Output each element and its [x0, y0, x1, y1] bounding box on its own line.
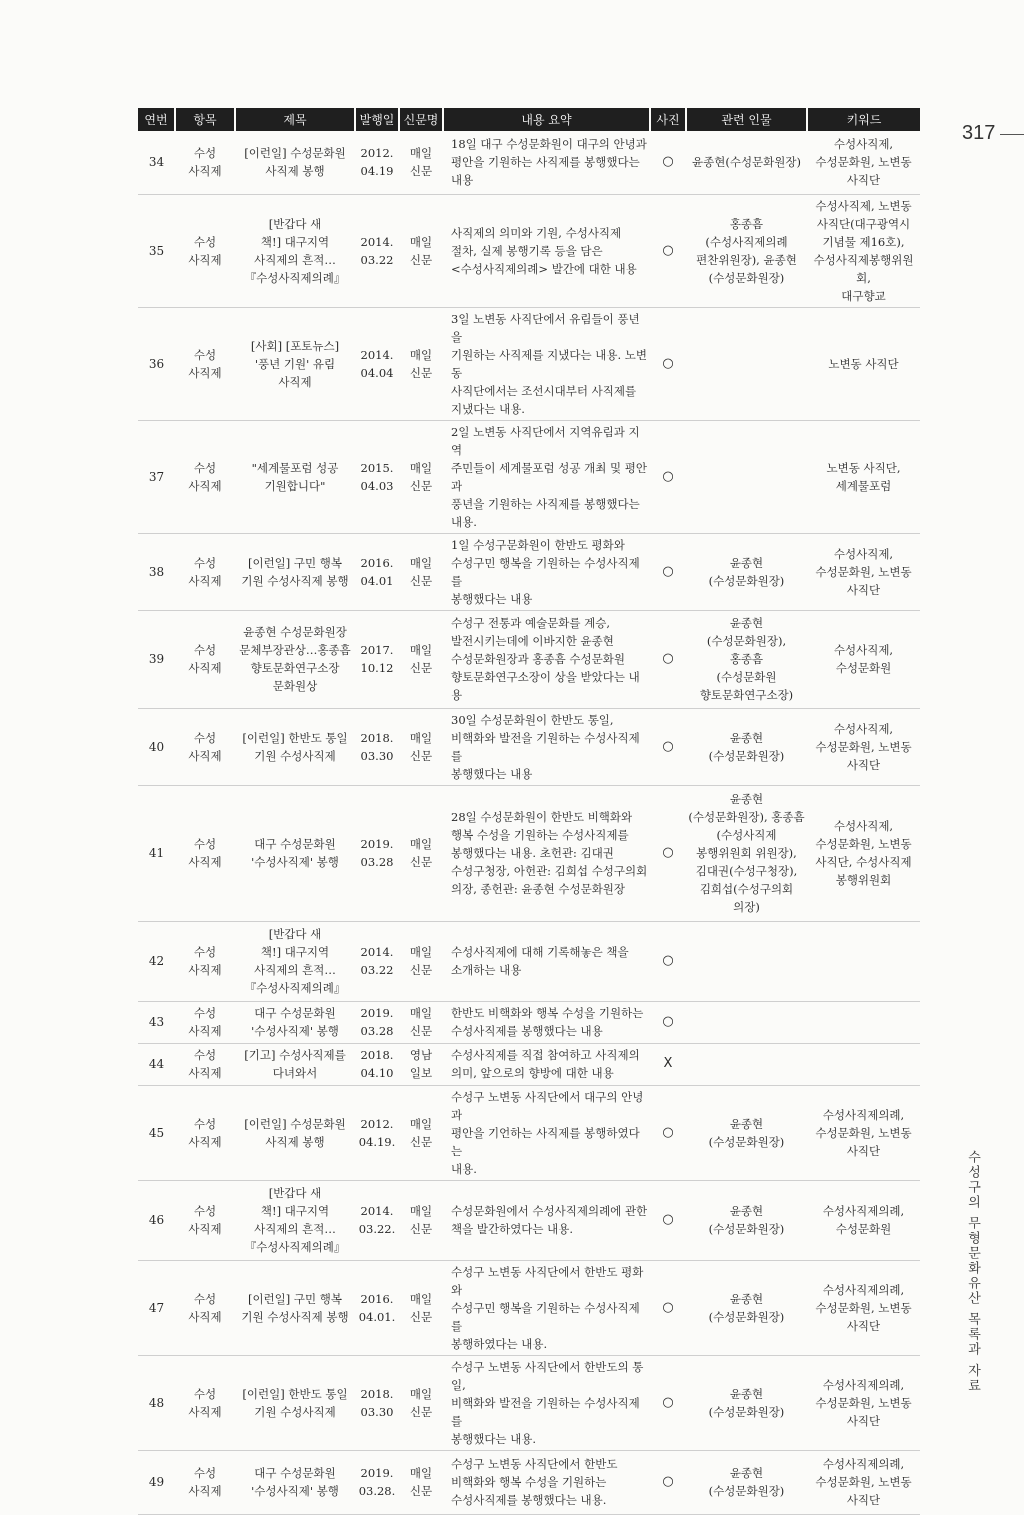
- row-photo: ○: [650, 1260, 686, 1355]
- row-summary: 28일 수성문화원이 한반도 비핵화와 행복 수성을 기원하는 수성사직제를 봉행했다는 내용. 초헌관: 김대권 수성구청장, 아헌관: 김희섭 수성구의회 의장, 종헌관: 윤종현 수성문화원장: [443, 785, 650, 921]
- row-number: 43: [138, 1001, 175, 1043]
- row-photo: ○: [650, 1180, 686, 1260]
- row-summary: 사직제의 의미와 기원, 수성사직제 절차, 실제 봉행기록 등을 담은 <수성사직제의례> 발간에 대한 내용: [443, 194, 650, 307]
- row-date: 2017. 10.12: [355, 610, 399, 708]
- table-row: [138, 610, 920, 708]
- row-people: [686, 921, 807, 1001]
- row-title: [이런일] 수성문화원 사직제 봉행: [235, 131, 355, 194]
- row-photo: ○: [650, 1450, 686, 1514]
- row-photo: ○: [650, 131, 686, 194]
- row-keywords: 수성사직제, 수성문화원, 노변동 사직단: [807, 533, 920, 610]
- row-summary: 수성사직제에 대해 기록해놓은 책을 소개하는 내용: [443, 921, 650, 1001]
- row-number: 47: [138, 1260, 175, 1355]
- row-photo: ○: [650, 708, 686, 785]
- row-date: 2019. 03.28: [355, 785, 399, 921]
- row-summary: 수성구 노변동 사직단에서 한반도 비핵화와 행복 수성을 기원하는 수성사직제를 봉행했다는 내용.: [443, 1450, 650, 1514]
- row-newspaper: 매일 신문: [399, 307, 443, 420]
- row-newspaper: 매일 신문: [399, 420, 443, 533]
- table-row: [138, 420, 920, 533]
- row-people: 윤종현 (수성문화원장): [686, 708, 807, 785]
- header-newspaper: 신문명: [399, 108, 443, 131]
- row-photo: ○: [650, 610, 686, 708]
- row-number: 46: [138, 1180, 175, 1260]
- row-title: [이런일] 한반도 통일 기원 수성사직제: [235, 708, 355, 785]
- row-photo: ○: [650, 420, 686, 533]
- table-row: [138, 307, 920, 420]
- row-item: 수성 사직제: [175, 194, 235, 307]
- row-item: 수성 사직제: [175, 420, 235, 533]
- row-title: 대구 수성문화원 '수성사직제' 봉행: [235, 1001, 355, 1043]
- row-summary: 수성구 노변동 사직단에서 한반도의 통일, 비핵화와 발전을 기원하는 수성사직제를 봉행했다는 내용.: [443, 1355, 650, 1450]
- row-number: 42: [138, 921, 175, 1001]
- row-summary: 30일 수성문화원이 한반도 통일, 비핵화와 발전을 기원하는 수성사직제를 봉행했다는 내용: [443, 708, 650, 785]
- row-number: 40: [138, 708, 175, 785]
- row-newspaper: 매일 신문: [399, 194, 443, 307]
- row-item: 수성 사직제: [175, 1355, 235, 1450]
- row-item: 수성 사직제: [175, 533, 235, 610]
- row-summary: 1일 수성구문화원이 한반도 평화와 수성구민 행복을 기원하는 수성사직제를 봉행했다는 내용: [443, 533, 650, 610]
- table-row: [138, 1001, 920, 1043]
- row-title: [기고] 수성사직제를 다녀와서: [235, 1043, 355, 1085]
- table-row: [138, 1355, 920, 1450]
- row-photo: ○: [650, 1001, 686, 1043]
- table-row: [138, 1450, 920, 1514]
- row-date: 2014. 03.22: [355, 921, 399, 1001]
- table-row: [138, 131, 920, 194]
- row-people: 윤종현(수성문화원장): [686, 131, 807, 194]
- row-people: 홍종흠 (수성사직제의례 편찬위원장), 윤종현 (수성문화원장): [686, 194, 807, 307]
- row-title: 윤종현 수성문화원장 문체부장관상…홍종흠 향토문화연구소장 문화원상: [235, 610, 355, 708]
- newspaper-articles-table: [138, 108, 920, 1515]
- row-newspaper: 매일 신문: [399, 1450, 443, 1514]
- table-row: [138, 921, 920, 1001]
- row-item: 수성 사직제: [175, 1085, 235, 1180]
- table-row: [138, 1260, 920, 1355]
- row-newspaper: 매일 신문: [399, 1085, 443, 1180]
- row-item: 수성 사직제: [175, 1180, 235, 1260]
- row-newspaper: 매일 신문: [399, 1355, 443, 1450]
- row-photo: ○: [650, 785, 686, 921]
- row-keywords: 노변동 사직단: [807, 307, 920, 420]
- row-number: 38: [138, 533, 175, 610]
- row-people: 윤종현 (수성문화원장), 홍종흠 (수성사직제 봉행위원회 위원장), 김대권(수성구청장), 김희섭(수성구의회 의장): [686, 785, 807, 921]
- row-number: 36: [138, 307, 175, 420]
- header-keywords: 키워드: [807, 108, 920, 131]
- row-item: 수성 사직제: [175, 1001, 235, 1043]
- row-item: 수성 사직제: [175, 610, 235, 708]
- row-newspaper: 매일 신문: [399, 533, 443, 610]
- page-number: 317: [962, 122, 996, 144]
- row-item: 수성 사직제: [175, 1043, 235, 1085]
- row-date: 2018. 04.10: [355, 1043, 399, 1085]
- table-row: [138, 194, 920, 307]
- row-keywords: 수성사직제의례, 수성문화원, 노변동 사직단: [807, 1085, 920, 1180]
- row-keywords: 수성사직제의례, 수성문화원: [807, 1180, 920, 1260]
- row-newspaper: 매일 신문: [399, 131, 443, 194]
- row-summary: 수성문화원에서 수성사직제의례에 관한 책을 발간하였다는 내용.: [443, 1180, 650, 1260]
- row-keywords: 수성사직제의례, 수성문화원, 노변동 사직단: [807, 1355, 920, 1450]
- row-people: 윤종현 (수성문화원장): [686, 1450, 807, 1514]
- row-photo: ○: [650, 1355, 686, 1450]
- row-newspaper: 매일 신문: [399, 708, 443, 785]
- row-date: 2018. 03.30: [355, 708, 399, 785]
- row-keywords: [807, 921, 920, 1001]
- page-number-rule: [1000, 134, 1024, 135]
- row-number: 44: [138, 1043, 175, 1085]
- table-row: [138, 1085, 920, 1180]
- row-people: [686, 307, 807, 420]
- row-newspaper: 매일 신문: [399, 785, 443, 921]
- row-photo: ○: [650, 921, 686, 1001]
- row-summary: 2일 노변동 사직단에서 지역유림과 지역 주민들이 세계물포럼 성공 개최 및 평안과 풍년을 기원하는 사직제를 봉행했다는 내용.: [443, 420, 650, 533]
- table-row: [138, 1180, 920, 1260]
- row-date: 2019. 03.28.: [355, 1450, 399, 1514]
- row-newspaper: 매일 신문: [399, 921, 443, 1001]
- row-people: [686, 420, 807, 533]
- row-newspaper: 영남 일보: [399, 1043, 443, 1085]
- row-photo: ○: [650, 194, 686, 307]
- row-summary: 한반도 비핵화와 행복 수성을 기원하는 수성사직제를 봉행했다는 내용: [443, 1001, 650, 1043]
- row-keywords: 수성사직제, 수성문화원, 노변동 사직단, 수성사직제 봉행위원회: [807, 785, 920, 921]
- row-number: 34: [138, 131, 175, 194]
- row-date: 2012. 04.19: [355, 131, 399, 194]
- row-item: 수성 사직제: [175, 708, 235, 785]
- row-photo: ○: [650, 533, 686, 610]
- row-summary: 수성사직제를 직접 참여하고 사직제의 의미, 앞으로의 향방에 대한 내용: [443, 1043, 650, 1085]
- table-row: [138, 785, 920, 921]
- row-title: [이런일] 구민 행복 기원 수성사직제 봉행: [235, 533, 355, 610]
- row-date: 2018. 03.30: [355, 1355, 399, 1450]
- row-number: 35: [138, 194, 175, 307]
- row-people: [686, 1043, 807, 1085]
- row-number: 45: [138, 1085, 175, 1180]
- row-date: 2019. 03.28: [355, 1001, 399, 1043]
- row-keywords: 수성사직제의례, 수성문화원, 노변동 사직단: [807, 1450, 920, 1514]
- row-people: 윤종현 (수성문화원장): [686, 1260, 807, 1355]
- row-title: [이런일] 한반도 통일 기원 수성사직제: [235, 1355, 355, 1450]
- row-date: 2014. 03.22.: [355, 1180, 399, 1260]
- row-date: 2012. 04.19.: [355, 1085, 399, 1180]
- row-keywords: 수성사직제, 수성문화원, 노변동 사직단: [807, 708, 920, 785]
- row-number: 41: [138, 785, 175, 921]
- row-summary: 수성구 노변동 사직단에서 대구의 안녕과 평안을 기언하는 사직제를 봉행하였다는 내용.: [443, 1085, 650, 1180]
- row-number: 37: [138, 420, 175, 533]
- row-item: 수성 사직제: [175, 131, 235, 194]
- row-item: 수성 사직제: [175, 1260, 235, 1355]
- row-item: 수성 사직제: [175, 921, 235, 1001]
- table-row: [138, 708, 920, 785]
- row-newspaper: 매일 신문: [399, 1260, 443, 1355]
- header-photo: 사진: [650, 108, 686, 131]
- row-item: 수성 사직제: [175, 785, 235, 921]
- row-summary: 3일 노변동 사직단에서 유림들이 풍년을 기원하는 사직제를 지냈다는 내용. 노변동 사직단에서는 조선시대부터 사직제를 지냈다는 내용.: [443, 307, 650, 420]
- row-title: [반갑다 새 책!] 대구지역 사직제의 흔적… 『수성사직제의례』: [235, 1180, 355, 1260]
- row-title: [사회] [포토뉴스] '풍년 기원' 유림 사직제: [235, 307, 355, 420]
- row-keywords: 노변동 사직단, 세계물포럼: [807, 420, 920, 533]
- row-date: 2015. 04.03: [355, 420, 399, 533]
- row-title: 대구 수성문화원 '수성사직제' 봉행: [235, 1450, 355, 1514]
- header-item: 항목: [175, 108, 235, 131]
- table-row: [138, 1043, 920, 1085]
- row-people: 윤종현 (수성문화원장): [686, 1180, 807, 1260]
- row-keywords: 수성사직제, 수성문화원: [807, 610, 920, 708]
- row-summary: 수성구 노변동 사직단에서 한반도 평화와 수성구민 행복을 기원하는 수성사직제를 봉행하였다는 내용.: [443, 1260, 650, 1355]
- row-keywords: 수성사직제, 수성문화원, 노변동 사직단: [807, 131, 920, 194]
- row-date: 2014. 04.04: [355, 307, 399, 420]
- row-summary: 수성구 전통과 예술문화를 계승, 발전시키는데에 이바지한 윤종현 수성문화원장과 홍종흠 수성문화원 향토문화연구소장이 상을 받았다는 내용: [443, 610, 650, 708]
- row-date: 2016. 04.01: [355, 533, 399, 610]
- row-number: 48: [138, 1355, 175, 1450]
- row-photo: ○: [650, 307, 686, 420]
- row-people: 윤종현 (수성문화원장), 홍종흠 (수성문화원 향토문화연구소장): [686, 610, 807, 708]
- table-row: [138, 533, 920, 610]
- row-title: "세계물포럼 성공 기원합니다": [235, 420, 355, 533]
- table-header-row: [138, 108, 920, 131]
- header-people: 관련 인물: [686, 108, 807, 131]
- row-people: [686, 1001, 807, 1043]
- row-newspaper: 매일 신문: [399, 1180, 443, 1260]
- row-title: [이런일] 수성문화원 사직제 봉행: [235, 1085, 355, 1180]
- row-summary: 18일 대구 수성문화원이 대구의 안녕과 평안을 기원하는 사직제를 봉행했다는 내용: [443, 131, 650, 194]
- row-newspaper: 매일 신문: [399, 610, 443, 708]
- row-keywords: [807, 1043, 920, 1085]
- row-keywords: 수성사직제의례, 수성문화원, 노변동 사직단: [807, 1260, 920, 1355]
- row-keywords: [807, 1001, 920, 1043]
- row-number: 49: [138, 1450, 175, 1514]
- row-title: 대구 수성문화원 '수성사직제' 봉행: [235, 785, 355, 921]
- row-photo: ○: [650, 1085, 686, 1180]
- row-newspaper: 매일 신문: [399, 1001, 443, 1043]
- side-section-title: 수성구의 무형문화유산 목록과 자료: [965, 1150, 980, 1394]
- row-title: [이런일] 구민 행복 기원 수성사직제 봉행: [235, 1260, 355, 1355]
- row-title: [반갑다 새 책!] 대구지역 사직제의 흔적… 『수성사직제의례』: [235, 921, 355, 1001]
- row-title: [반갑다 새 책!] 대구지역 사직제의 흔적… 『수성사직제의례』: [235, 194, 355, 307]
- row-number: 39: [138, 610, 175, 708]
- row-item: 수성 사직제: [175, 307, 235, 420]
- row-people: 윤종현 (수성문화원장): [686, 1085, 807, 1180]
- row-people: 윤종현 (수성문화원장): [686, 533, 807, 610]
- row-people: 윤종현 (수성문화원장): [686, 1355, 807, 1450]
- row-photo: X: [650, 1043, 686, 1085]
- header-summary: 내용 요약: [443, 108, 650, 131]
- header-title: 제목: [235, 108, 355, 131]
- row-keywords: 수성사직제, 노변동 사직단(대구광역시 기념물 제16호), 수성사직제봉행위원회, 대구향교: [807, 194, 920, 307]
- header-no: 연번: [138, 108, 175, 131]
- header-date: 발행일: [355, 108, 399, 131]
- row-item: 수성 사직제: [175, 1450, 235, 1514]
- row-date: 2016. 04.01.: [355, 1260, 399, 1355]
- row-date: 2014. 03.22: [355, 194, 399, 307]
